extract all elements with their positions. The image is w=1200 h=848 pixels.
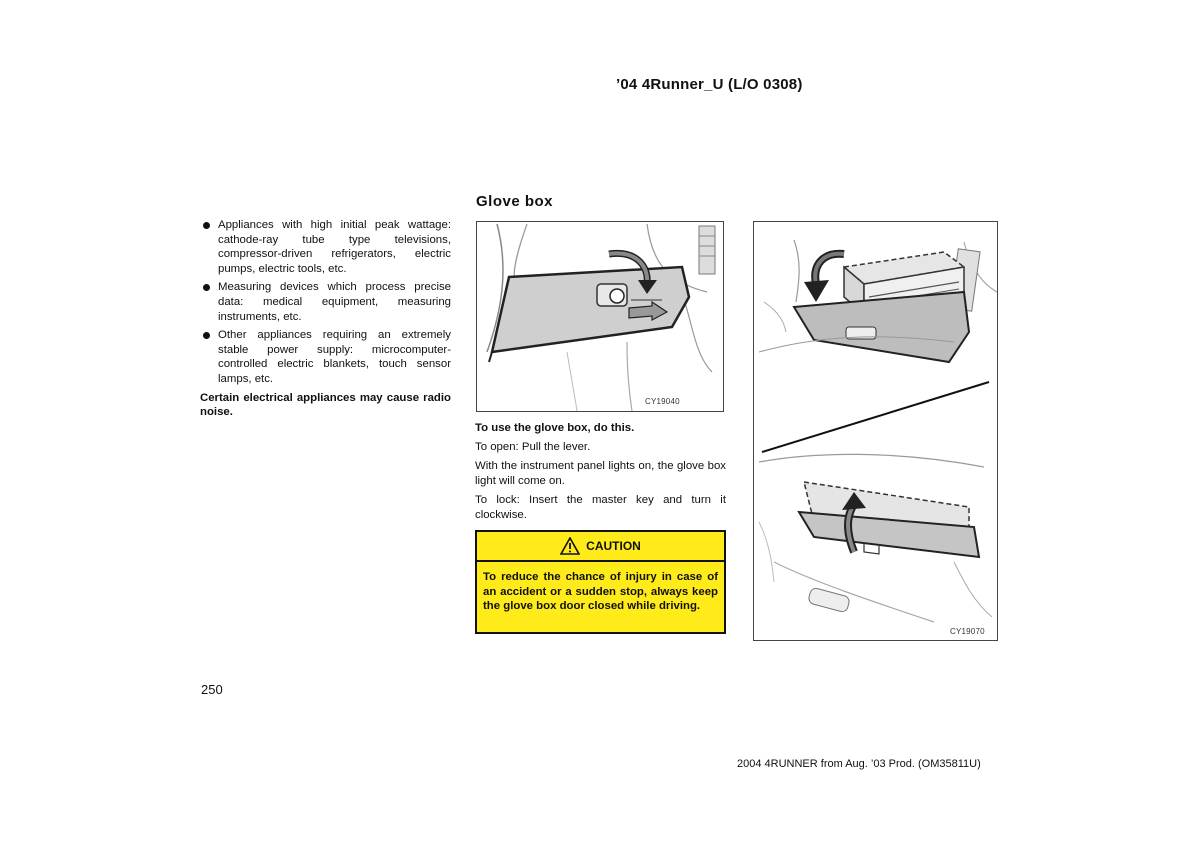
caution-title: CAUTION (586, 539, 641, 553)
caution-box (475, 530, 726, 634)
left-column (200, 218, 451, 420)
section-title: Glove box (476, 193, 554, 210)
radio-noise-note: Certain electrical appliances may cause radio noise. (200, 391, 451, 419)
instruction-lock: To lock: Insert the master key and turn it clockwise. (475, 494, 726, 521)
document-footer: 2004 4RUNNER from Aug. ’03 Prod. (OM35811U) (737, 758, 981, 770)
figure-code: CY19040 (645, 397, 680, 406)
bullet-icon (203, 332, 210, 339)
figure-code: CY19070 (950, 627, 985, 636)
instruction-open: To open: Pull the lever. (475, 440, 591, 453)
caution-text: To reduce the chance of injury in case of an accident or a sudden stop, always keep the glove box door closed while driving. (483, 571, 718, 613)
instructions (475, 421, 726, 528)
bullet-icon (203, 222, 210, 229)
document-header: ’04 4Runner_U (L/O 0308) (616, 76, 803, 93)
bullet-text: Appliances with high initial peak wattage: cathode-ray tube type televisions, compressor-driven refrigerators, electric pumps, electric tools, etc. (218, 219, 451, 275)
instructions-heading: To use the glove box, do this. (475, 422, 635, 434)
bullet-icon (203, 284, 210, 291)
bullet-item (200, 280, 451, 324)
glove-box-lever-illustration (477, 222, 723, 411)
bullet-list (200, 218, 451, 387)
glove-box-lever-figure (476, 221, 724, 412)
instruction-light: With the instrument panel lights on, the glove box light will come on. (475, 460, 726, 487)
caution-header (477, 532, 724, 562)
glove-box-open-close-figure (753, 221, 998, 641)
bullet-text: Measuring devices which process precise data: medical equipment, measuring instruments, etc. (218, 281, 451, 323)
bullet-item (200, 218, 451, 276)
glove-box-open-close-illustration (754, 222, 997, 640)
page-number: 250 (201, 682, 223, 697)
bullet-text: Other appliances requiring an extremely stable power supply: microcomputer-controlled electric blankets, touch sensor lamps, etc. (218, 329, 451, 385)
bullet-item (200, 328, 451, 386)
warning-triangle-icon (560, 537, 580, 555)
